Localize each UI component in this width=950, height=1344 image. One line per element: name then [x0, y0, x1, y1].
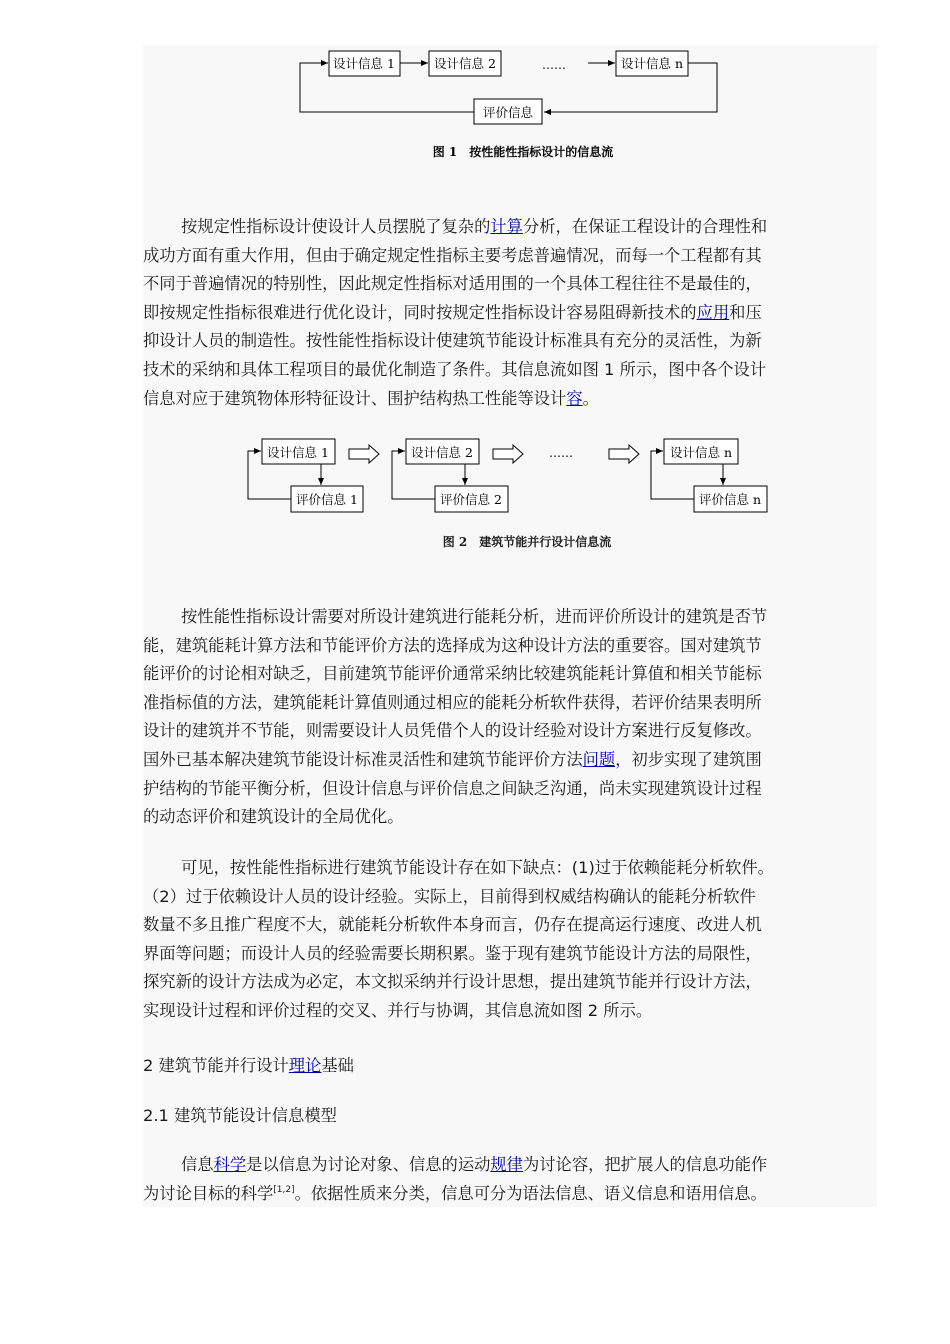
- double-arrow-icon: [349, 445, 379, 463]
- paragraph-3: 可见，按性能性指标进行建筑节能设计存在如下缺点：(1)过于依赖能耗分析软件。 （2）过于依赖设计人员的设计经验。实际上，目前得到权威结构确认的能耗分析软件 数量不多且推广程度不大，就能耗分析软件本身而言，仍存在提高运行速度、改进人机 界面等问题；而设计人员的经验需要长期积累。鉴于现有建筑节能设计方法的局限性， 探究新的设计方法成为必定，本文拟采纳并行设计思想，提出建筑节能并行设计方法， 实现设计过程和评价过程的交叉、并行与协调，其信息流如图 2 所示。: [143, 858, 774, 1020]
- evaluation-info-1-label: 评价信息 1: [296, 492, 358, 507]
- double-arrow-icon: [493, 445, 523, 463]
- evaluation-info-2-label: 评价信息 2: [440, 492, 502, 507]
- figure-1-diagram: [143, 45, 877, 165]
- double-arrow-icon: [609, 445, 639, 463]
- paragraph-1: 按规定性指标设计使设计人员摆脱了复杂的计算分析，在保证工程设计的合理性和 成功方面有重大作用，但由于确定规定性指标主要考虑普遍情况，而每一个工程都有其 不同于普遍情况的特别性，因此规定性指标对适用围的一个具体工程往往不是最佳的， 即按规定性指标很难进行优化设计，同时按规定性指标设计容易阻碍新技术的应用和压 抑设计人员的制造性。按性能性指标设计使建筑节能设计标准具有充分的灵活性，为新 技术的采纳和具体工程项目的最优化制造了条件。其信息流如图 1 所示，图中各个设计 信息对应于建筑物体形特征设计、围护结构热工性能等设计容。: [143, 217, 768, 408]
- design-info-1-label: 设计信息 1: [267, 445, 329, 460]
- link-problem[interactable]: 问题: [582, 749, 616, 769]
- citation-ref[interactable]: [1,2]: [273, 1184, 295, 1195]
- document-page: [143, 45, 877, 1207]
- link-application[interactable]: 应用: [696, 302, 730, 322]
- paragraph-4: 信息科学是以信息为讨论对象、信息的运动规律为讨论容，把扩展人的信息功能作 为讨论目标的科学[1,2]。依据性质来分类，信息可分为语法信息、语义信息和语用信息。: [143, 1155, 768, 1203]
- figure-2-caption-text: 图 2 建筑节能并行设计信息流: [442, 535, 612, 549]
- section-heading-2: 2 建筑节能并行设计理论基础: [143, 1056, 354, 1075]
- evaluation-info-label: 评价信息: [482, 105, 534, 120]
- link-science[interactable]: 科学: [213, 1155, 247, 1174]
- figure-1: [143, 45, 877, 165]
- design-info-n-label: 设计信息 n: [620, 56, 684, 71]
- link-calculation[interactable]: 计算: [490, 217, 523, 236]
- design-info-1-label: 设计信息 1: [333, 56, 395, 71]
- figure-1-ellipsis: ……: [542, 58, 566, 72]
- evaluation-info-n-label: 评价信息 n: [698, 492, 762, 507]
- section-heading-2-1: 2.1 建筑节能设计信息模型: [143, 1106, 337, 1125]
- link-theory[interactable]: 理论: [288, 1056, 322, 1075]
- design-info-2-label: 设计信息 2: [434, 56, 496, 71]
- design-info-2-label: 设计信息 2: [411, 445, 473, 460]
- link-content[interactable]: 容: [566, 388, 583, 408]
- link-law[interactable]: 规律: [490, 1155, 523, 1174]
- figure-1-caption: 图 1 按性能性指标设计的信息流: [432, 145, 614, 159]
- figure-2-ellipsis: ……: [549, 446, 573, 460]
- paragraph-2: 按性能性指标设计需要对所设计建筑进行能耗分析，进而评价所设计的建筑是否节 能，建筑能耗计算方法和节能评价方法的选择成为这种设计方法的重要容。国对建筑节 能评价的讨论相对缺乏，目前建筑节能评价通常采纳比较建筑能耗计算值和相关节能标 准指标值的方法，建筑能耗计算值则通过相应的能耗分析软件获得，若评价结果表明所 设计的建筑并不节能，则需要设计人员凭借个人的设计经验对设计方案进行反复修改。 国外已基本解决建筑节能设计标准灵活性和建筑节能评价方法问题，初步实现了建筑围 护结构的节能平衡分析，但设计信息与评价信息之间缺乏沟通，尚未实现建筑设计过程 的动态评价和建筑设计的全局优化。: [143, 607, 768, 827]
- design-info-n-label: 设计信息 n: [669, 445, 733, 460]
